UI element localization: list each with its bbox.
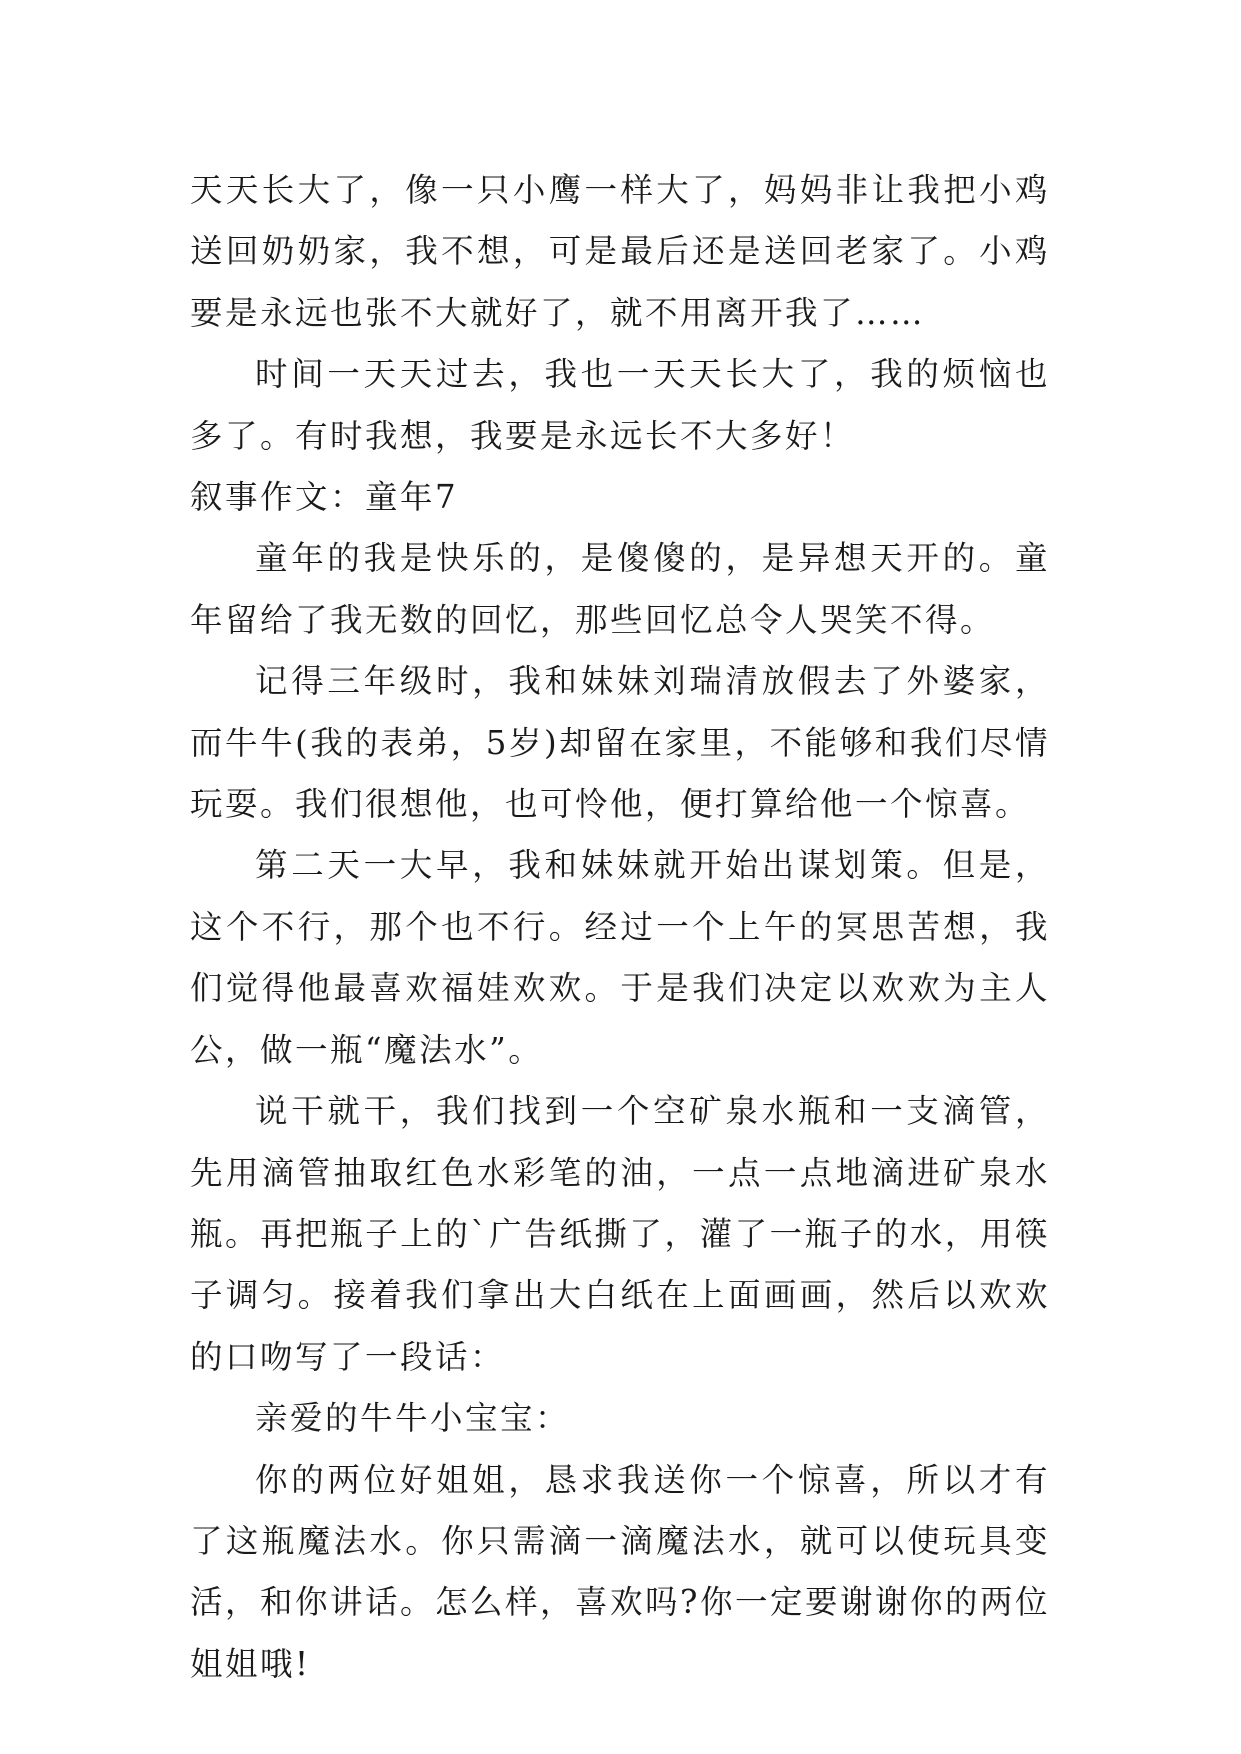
paragraph-third-grade: 记得三年级时，我和妹妹刘瑞清放假去了外婆家，而牛牛(我的表弟，5岁)却留在家里，不能够和我们尽情玩耍。我们很想他，也可怜他，便打算给他一个惊喜。 xyxy=(190,662,1050,824)
paragraph-continuation: 天天长大了，像一只小鹰一样大了，妈妈非让我把小鸡送回奶奶家，我不想，可是最后还是送回老家了。小鸡要是永远也张不大就好了，就不用离开我了…… xyxy=(190,171,1050,332)
letter-salutation: 亲爱的牛牛小宝宝： xyxy=(255,1399,571,1438)
document-body xyxy=(190,160,1050,1695)
paragraph-next-day: 第二天一大早，我和妹妹就开始出谋划策。但是，这个不行，那个也不行。经过一个上午的冥思苦想，我们觉得他最喜欢福娃欢欢。于是我们决定以欢欢为主人公，做一瓶“魔法水”。 xyxy=(190,846,1050,1069)
paragraph-childhood-intro: 童年的我是快乐的，是傻傻的，是异想天开的。童年留给了我无数的回忆，那些回忆总令人哭笑不得。 xyxy=(190,539,1050,639)
paragraph-growing-up: 时间一天天过去，我也一天天长大了，我的烦恼也多了。有时我想，我要是永远长不大多好！ xyxy=(190,355,1050,455)
letter-body: 你的两位好姐姐，恳求我送你一个惊喜，所以才有了这瓶魔法水。你只需滴一滴魔法水，就可以使玩具变活，和你讲话。怎么样，喜欢吗?你一定要谢谢你的两位姐姐哦! xyxy=(190,1460,1050,1683)
section-heading: 叙事作文：童年7 xyxy=(190,478,459,517)
paragraph-making-water: 说干就干，我们找到一个空矿泉水瓶和一支滴管，先用滴管抽取红色水彩笔的油，一点一点地滴进矿泉水瓶。再把瓶子上的`广告纸撕了，灌了一瓶子的水，用筷子调匀。接着我们拿出大白纸在上面画画，然后以欢欢的口吻写了一段话： xyxy=(190,1092,1050,1376)
